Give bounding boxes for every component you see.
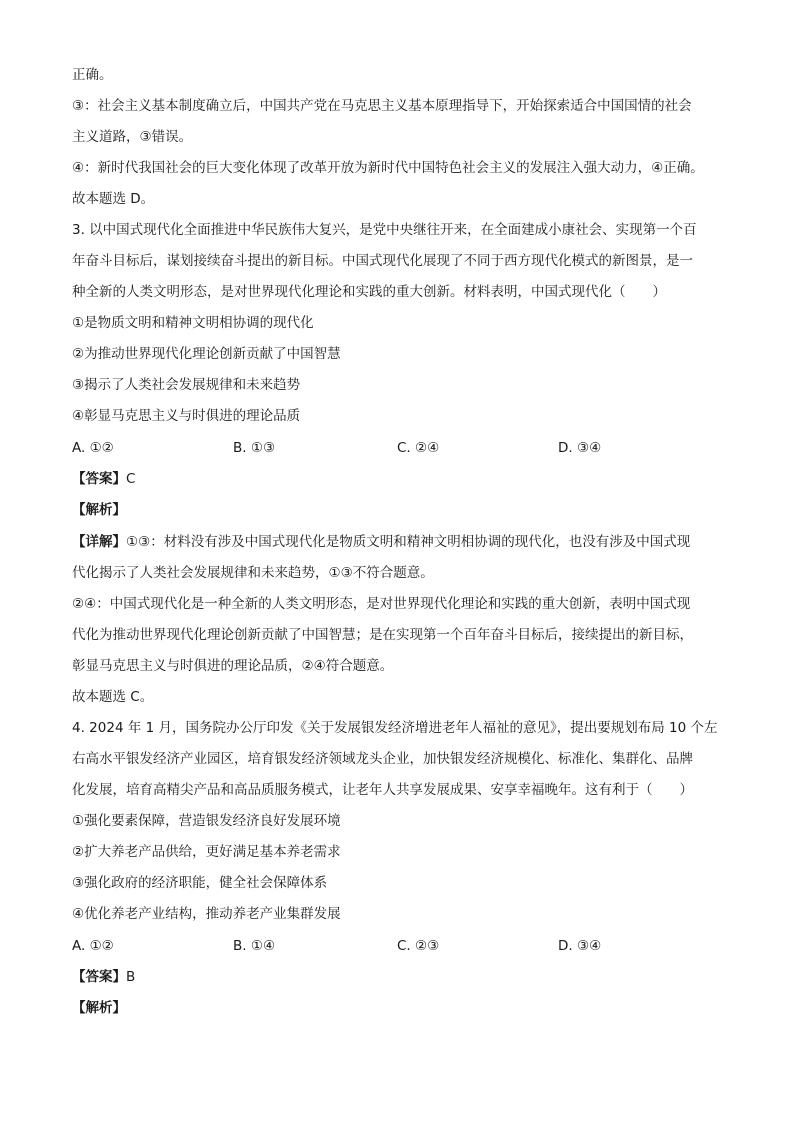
q3-detail-line: 代化为推动世界现代化理论创新贡献了中国智慧；是在实现第一个百年奋斗目标后，接续提出的新目标， (72, 627, 693, 643)
q4-option-b: B. ①④ (233, 938, 276, 954)
q4-option-d: D. ③④ (558, 938, 602, 954)
q4-item: ②扩大养老产品供给，更好满足基本养老需求 (72, 844, 341, 860)
q3-analysis-heading (72, 500, 126, 520)
q3-detail-line: 代化揭示了人类社会发展规律和未来趋势，①③不符合题意。 (72, 565, 434, 581)
q3-item: ④彰显马克思主义与时俱进的理论品质 (72, 408, 301, 424)
q3-detail-line: 故本题选 C。 (72, 689, 154, 705)
q3-option-d: D. ③④ (558, 440, 602, 456)
q3-stem-line: 种全新的人类文明形态，是对世界现代化理论和实践的重大创新。材料表明，中国式现代化（ ） (72, 284, 666, 300)
q3-item: ①是物质文明和精神文明相协调的现代化 (72, 315, 314, 331)
q3-item: ③揭示了人类社会发展规律和未来趋势 (72, 377, 301, 393)
q4-stem-line: 4. 2024 年 1 月，国务院办公厅印发《关于发展银发经济增进老年人福祉的意见》，提出要规划布局 10 个左 (72, 720, 718, 736)
q4-option-c: C. ②③ (397, 938, 440, 954)
text-line: 正确。 (72, 67, 113, 83)
q4-stem-line: 化发展，培育高精尖产品和高品质服务模式，让老年人共享发展成果、安享幸福晚年。这有利于（ ） (72, 782, 693, 798)
answer-value: C (126, 471, 136, 487)
text-line: 主义道路，③错误。 (72, 129, 193, 145)
analysis-tag: 【解析】 (72, 1000, 126, 1016)
q3-stem-line: 3. 以中国式现代化全面推进中华民族伟大复兴，是党中央继往开来，在全面建成小康社会、实现第一个百 (72, 222, 697, 238)
detail-tag: 【详解】 (72, 534, 126, 550)
q3-item: ②为推动世界现代化理论创新贡献了中国智慧 (72, 346, 341, 362)
q4-stem-line: 右高水平银发经济产业园区，培育银发经济领域龙头企业，加快银发经济规模化、标准化、集群化、品牌 (72, 751, 693, 767)
q3-option-c: C. ②④ (397, 440, 440, 456)
text-line: ④：新时代我国社会的巨大变化体现了改革开放为新时代中国特色社会主义的发展注入强大动力，④正确。 (72, 160, 704, 176)
q4-options (72, 936, 732, 956)
q3-detail-line (72, 532, 690, 552)
q3-detail-line: 彰显马克思主义与时俱进的理论品质，②④符合题意。 (72, 658, 394, 674)
text-line: ③：社会主义基本制度确立后，中国共产党在马克思主义基本原理指导下，开始探索适合中国国情的社会 (72, 98, 692, 114)
q3-stem-line: 年奋斗目标后，谋划接续奋斗提出的新目标。中国式现代化展现了不同于西方现代化模式的新图景，是一 (72, 253, 693, 269)
q4-answer (72, 967, 135, 987)
q3-option-a: A. ①② (72, 440, 114, 456)
q4-analysis-heading (72, 998, 126, 1018)
q3-options (72, 438, 732, 458)
answer-tag: 【答案】 (72, 969, 126, 985)
answer-value: B (126, 969, 136, 985)
answer-tag: 【答案】 (72, 471, 126, 487)
text-line: 故本题选 D。 (72, 191, 155, 207)
q4-item: ④优化养老产业结构，推动养老产业集群发展 (72, 906, 341, 922)
detail-text: ①③：材料没有涉及中国式现代化是物质文明和精神文明相协调的现代化，也没有涉及中国式现 (126, 534, 691, 550)
q3-option-b: B. ①③ (233, 440, 276, 456)
q3-detail-line: ②④：中国式现代化是一种全新的人类文明形态，是对世界现代化理论和实践的重大创新，表明中国式现 (72, 596, 691, 612)
analysis-tag: 【解析】 (72, 502, 126, 518)
q4-option-a: A. ①② (72, 938, 114, 954)
q4-item: ①强化要素保障，营造银发经济良好发展环境 (72, 813, 341, 829)
q4-item: ③强化政府的经济职能，健全社会保障体系 (72, 875, 328, 891)
q3-answer (72, 469, 135, 489)
